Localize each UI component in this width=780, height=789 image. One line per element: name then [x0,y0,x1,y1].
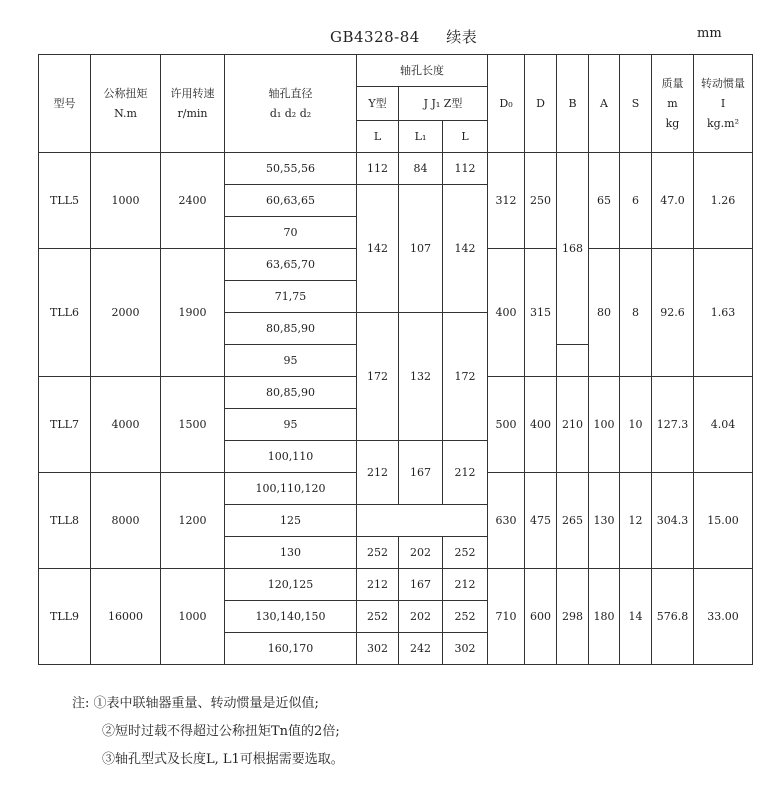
length-z-cell: 172 [443,313,488,441]
speed-cell: 1000 [161,569,225,665]
header-a: A [589,55,620,153]
header-l1: L₁ [399,121,443,153]
diameter-cell: 60,63,65 [225,185,357,217]
length-z-cell: 142 [443,185,488,313]
a-cell: 80 [589,249,620,377]
d-cell: 475 [525,473,557,569]
header-inertia-symbol: I [720,96,726,110]
diameter-cell: 120,125 [225,569,357,601]
inertia-cell: 1.26 [694,153,753,249]
length-l1-cell: 167 [399,569,443,601]
table-row [39,569,753,601]
d-cell: 400 [525,377,557,473]
speed-cell: 1500 [161,377,225,473]
header-model: 型号 [39,55,91,153]
header-inertia [694,55,753,153]
diameter-cell: 80,85,90 [225,377,357,409]
d0-cell: 630 [488,473,525,569]
inertia-cell: 4.04 [694,377,753,473]
header-d0: D₀ [488,55,525,153]
length-z-cell: 302 [443,633,488,665]
length-z-cell: 252 [443,601,488,633]
inertia-cell: 15.00 [694,473,753,569]
model-cell: TLL7 [39,377,91,473]
length-y-cell: 112 [357,153,399,185]
header-torque [91,55,161,153]
diameter-cell: 100,110 [225,441,357,473]
length-z-cell: 212 [443,569,488,601]
s-cell: 6 [620,153,652,249]
note-item: ①表中联轴器重量、转动惯量是近似值; [93,696,319,711]
length-y-cell: 212 [357,441,399,505]
d-cell: 315 [525,249,557,377]
length-l1-cell: 132 [399,313,443,441]
b-cell: 298 [557,569,589,665]
mass-cell: 304.3 [652,473,694,569]
header-mass-name: 质量 [661,76,684,90]
standard-number: GB4328-84 [330,28,420,46]
s-cell: 14 [620,569,652,665]
note-item: ②短时过载不得超过公称扭矩Tn值的2倍; [102,724,340,739]
diameter-cell: 95 [225,409,357,441]
header-l: L [357,121,399,153]
mass-cell: 576.8 [652,569,694,665]
length-z-cell: 212 [443,441,488,505]
continued-label: 续表 [446,28,478,46]
length-l1-cell: 202 [399,537,443,569]
speed-cell: 1200 [161,473,225,569]
speed-cell: 1900 [161,249,225,377]
d-cell: 600 [525,569,557,665]
length-y-cell: 142 [357,185,399,313]
a-cell: 180 [589,569,620,665]
notes [72,690,344,774]
torque-cell: 4000 [91,377,161,473]
diameter-cell: 95 [225,345,357,377]
d0-cell: 312 [488,153,525,249]
notes-prefix: 注: [72,696,90,711]
d0-cell: 710 [488,569,525,665]
s-cell: 8 [620,249,652,377]
length-l1-cell: 202 [399,601,443,633]
length-l1-cell: 107 [399,185,443,313]
model-cell: TLL6 [39,249,91,377]
header-diameter [225,55,357,153]
b-cell: 210 [557,377,589,473]
length-y-cell: 252 [357,601,399,633]
diameter-cell: 125 [225,505,357,537]
a-cell: 130 [589,473,620,569]
inertia-cell: 1.63 [694,249,753,377]
header-b: B [557,55,589,153]
a-cell: 65 [589,153,620,249]
diameter-cell: 63,65,70 [225,249,357,281]
header-mass-unit: kg [665,116,680,130]
length-y-cell: 302 [357,633,399,665]
diameter-cell: 130 [225,537,357,569]
speed-cell: 2400 [161,153,225,249]
header-speed-unit: r/min [177,106,208,120]
table-row [39,153,753,185]
length-y-cell: 172 [357,313,399,441]
header-s: S [620,55,652,153]
coupling-spec-table [38,54,753,665]
diameter-cell: 130,140,150 [225,601,357,633]
header-bore-length: 轴孔长度 [357,55,488,87]
header-speed [161,55,225,153]
header-jz-type: J J₁ Z型 [399,87,488,121]
diameter-cell: 100,110,120 [225,473,357,505]
b-cell: 265 [557,473,589,569]
model-cell: TLL8 [39,473,91,569]
diameter-cell: 160,170 [225,633,357,665]
note-item: ③轴孔型式及长度L, L1可根据需要选取。 [102,752,344,767]
s-cell: 10 [620,377,652,473]
length-z-cell: 112 [443,153,488,185]
header-mass [652,55,694,153]
torque-cell: 2000 [91,249,161,377]
header-d: D [525,55,557,153]
diameter-cell: 50,55,56 [225,153,357,185]
diameter-cell: 70 [225,217,357,249]
mass-cell: 127.3 [652,377,694,473]
unit-label: mm [697,26,722,41]
d-cell: 250 [525,153,557,249]
a-cell: 100 [589,377,620,473]
table-title [330,26,477,47]
mass-cell: 47.0 [652,153,694,249]
header-speed-name: 许用转速 [170,86,215,100]
model-cell: TLL5 [39,153,91,249]
diameter-cell: 80,85,90 [225,313,357,345]
inertia-cell: 33.00 [694,569,753,665]
header-torque-name: 公称扭矩 [103,86,148,100]
b-cell: 168 [557,153,589,345]
length-l1-cell: 84 [399,153,443,185]
header-inertia-unit: kg.m² [706,116,740,130]
length-z-cell: 252 [443,537,488,569]
d0-cell: 400 [488,249,525,377]
torque-cell: 1000 [91,153,161,249]
header-torque-unit: N.m [114,106,137,120]
mass-cell: 92.6 [652,249,694,377]
length-y-cell: 212 [357,569,399,601]
torque-cell: 16000 [91,569,161,665]
model-cell: TLL9 [39,569,91,665]
s-cell: 12 [620,473,652,569]
header-diameter-name: 轴孔直径 [268,86,313,100]
header-y-type: Y型 [357,87,399,121]
header-l-2: L [443,121,488,153]
diameter-cell: 71,75 [225,281,357,313]
d0-cell: 500 [488,377,525,473]
header-inertia-name: 转动惯量 [701,76,745,90]
length-l1-cell: 167 [399,441,443,505]
note-line-1 [72,690,344,718]
torque-cell: 8000 [91,473,161,569]
header-mass-symbol: m [667,96,678,110]
length-y-cell: 252 [357,537,399,569]
length-l1-cell: 242 [399,633,443,665]
header-diameter-symbols: d₁ d₂ d₂ [269,106,312,120]
